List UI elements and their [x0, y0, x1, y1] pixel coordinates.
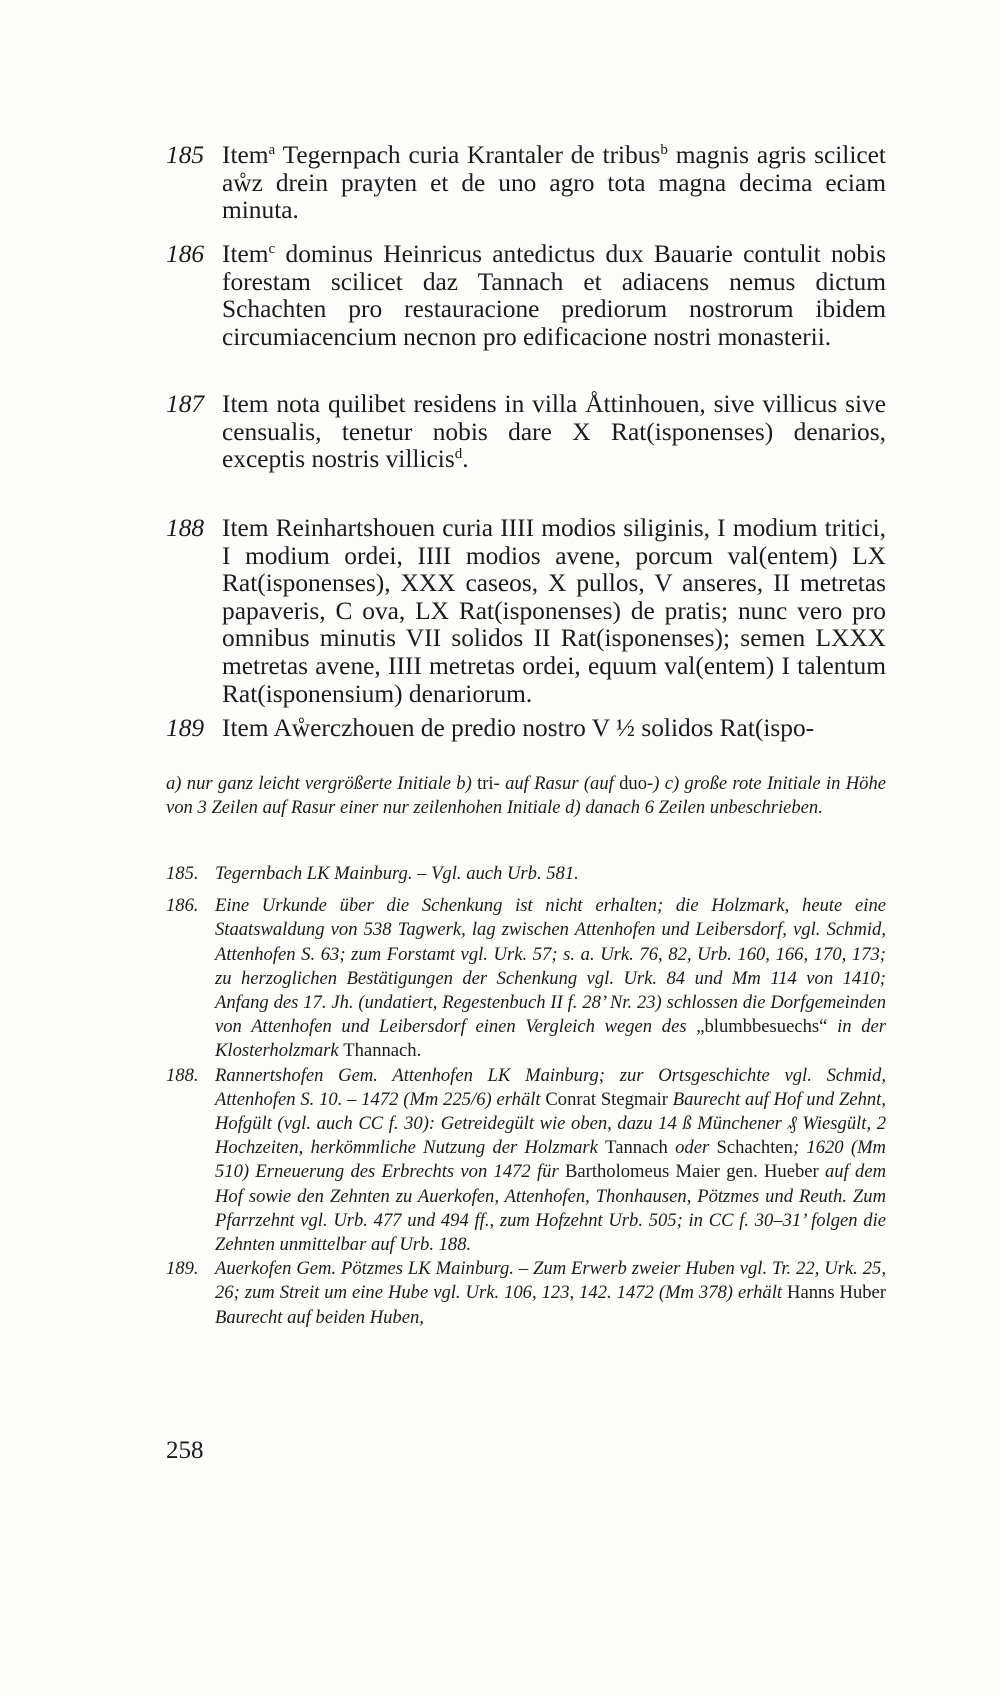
entry-number: 188 — [166, 514, 205, 542]
entry-188 — [166, 515, 886, 708]
entry-187 — [166, 391, 886, 474]
entry-text: Item$^c$ dominus Heinricus antedictus dux Bauarie contulit nobis forestam scilicet daz Tannach et adiacens nemus dictum Schachten pro restauracione prediorum nostrorum ibidem circumiacencium necnon pro edificacione nostri monasterii. — [222, 240, 886, 351]
entry-number: 187 — [166, 390, 205, 418]
footnote-marker-d: d — [454, 446, 463, 463]
commentary-189 — [166, 1257, 886, 1330]
entry-text: Item Aẘerczhouen de predio nostro V ½ solidos Rat(ispo- — [222, 714, 815, 742]
commentary-number: 189. — [166, 1258, 199, 1280]
entry-text: Item$^a$ Tegernpach curia Krantaler de tribus$^b$ magnis agris scilicet aẘz drein prayten et de uno agro tota magna decima eciam minuta. — [222, 141, 886, 225]
footnote-marker-a: a — [268, 142, 276, 158]
footnote-marker-c: c — [268, 241, 276, 257]
commentary-185 — [166, 862, 886, 886]
entry-189 — [166, 715, 886, 743]
footnote-marker-b: b — [660, 142, 668, 158]
textual-notes: a) nur ganz leicht vergrößerte Initiale b) tri- auf Rasur (auf duo-) c) große rote Initiale in Höhe von 3 Zeilen auf Rasur einer nur zeilenhohen Initiale d) danach 6 Zeilen unbeschrieben. — [166, 773, 886, 819]
commentary-text: Rannertshofen Gem. Attenhofen LK Mainburg; zur Ortsgeschichte vgl. Schmid, Attenhofen S. 10. – 1472 (Mm 225/6) erhält Conrat Stegmair Baurecht auf Hof und Zehnt, Hofgült (vgl. auch CC f. 30): Getreidegült wie oben, dazu 14 ß Münchener ₰ Wiesgült, 2 Hochzeiten, herkömmliche Nutzung der Holzmark Tannach oder Schachten; 1620 (Mm 510) Erneuerung des Erbrechts von 1472 für Bartholomeus Maier gen. Hueber auf dem Hof sowie den Zehnten zu Auerkofen, Attenhofen, Thonhausen, Pötzmes und Reuth. Zum Pfarrzehnt vgl. Urb. 477 und 494 ff., zum Hofzehnt Urb. 505; in CC f. 30–31’ folgen die Zehnten unmittelbar auf Urb. 188. — [215, 1064, 886, 1256]
commentary-188 — [166, 1064, 886, 1258]
entry-number: 185 — [166, 141, 205, 169]
commentary-186 — [166, 894, 886, 1063]
commentary-number: 188. — [166, 1064, 199, 1086]
commentary-text: Auerkofen Gem. Pötzmes LK Mainburg. – Zum Erwerb zweier Huben vgl. Tr. 22, Urk. 25, 26; zum Streit um eine Hube vgl. Urk. 106, 123, 142. 1472 (Mm 378) erhält Hanns Huber Baurecht auf beiden Huben, — [215, 1258, 887, 1328]
entry-number: 189 — [166, 714, 205, 742]
entry-number: 186 — [166, 240, 205, 268]
commentary-text: Tegernbach LK Mainburg. – Vgl. auch Urb. 581. — [215, 863, 579, 884]
commentary — [166, 862, 886, 1330]
commentary-text: Eine Urkunde über die Schenkung ist nicht erhalten; die Holzmark, heute eine Staatswaldung von 538 Tagwerk, lag zwischen Attenhofen und Leibersdorf, vgl. Schmid, Attenhofen S. 63; zum Forstamt vgl. Urk. 57; s. a. Urk. 76, 82, Urb. 160, 166, 170, 173; zu herzoglichen Bestätigungen der Schenkung vgl. Urk. 84 und Mm 114 von 1410; Anfang des 17. Jh. (undatiert, Regestenbuch II f. 28’ Nr. 23) schlossen die Dorfgemeinden von Attenhofen und Leibersdorf einen Vergleich wegen des „blumbbesuechs“ in der Klosterholzmark Thannach. — [215, 895, 886, 1062]
commentary-number: 185. — [166, 863, 199, 884]
page-number: 258 — [166, 1437, 204, 1464]
commentary-number: 186. — [166, 895, 199, 917]
entry-185 — [166, 142, 886, 225]
entry-text: Item nota quilibet residens in villa Åttinhouen, sive villicus sive censualis, tenetur nobis dare X Rat(isponenses) denarios, exceptis nostris villicis$^d$. — [222, 390, 886, 474]
entry-text: Item Reinhartshouen curia IIII modios siliginis, I modium tritici, I modium ordei, IIII modios avene, porcum val(entem) LX Rat(isponenses), XXX caseos, X pullos, V anseres, II metretas papaveris, C ova, LX Rat(isponenses) de pratis; nunc vero pro omnibus minutis VII solidos II Rat(isponenses); semen LXXX metretas avene, IIII metretas ordei, equum val(entem) I talentum Rat(isponensium) denariorum. — [222, 514, 886, 708]
entry-186 — [166, 241, 886, 351]
